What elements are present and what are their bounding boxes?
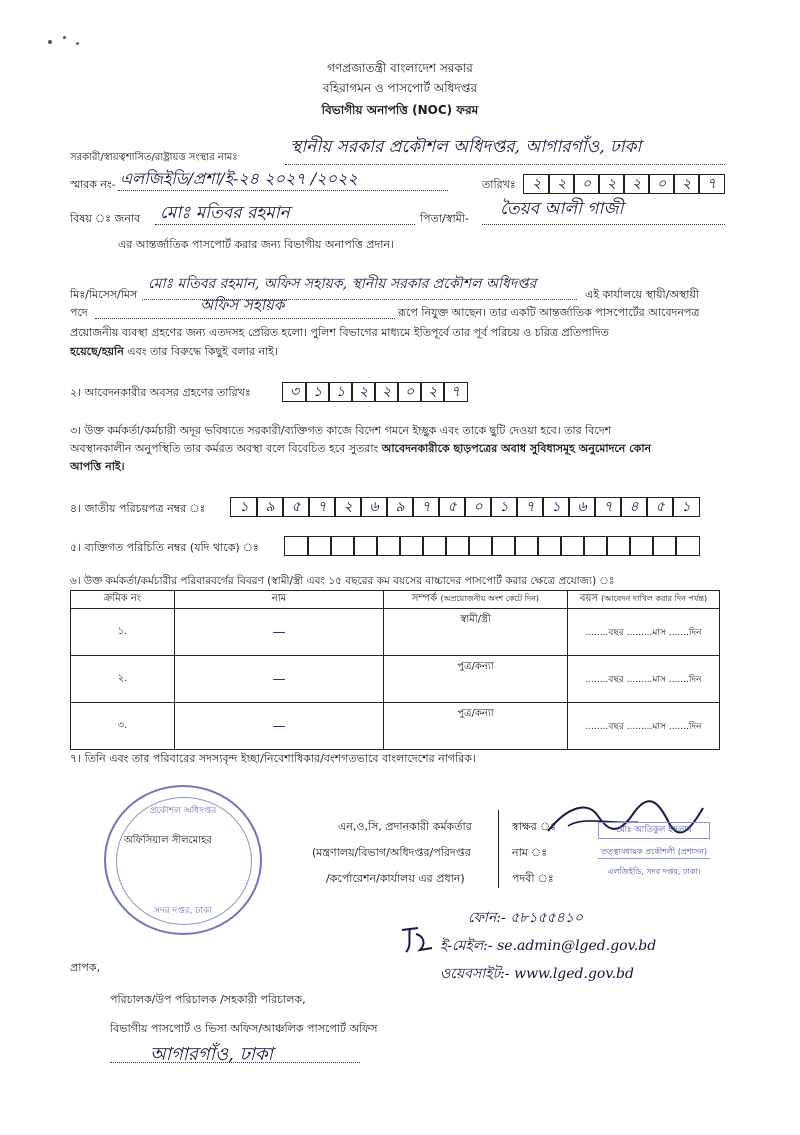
digit-box: ১ bbox=[328, 382, 353, 402]
para1-value: মোঃ মতিবর রহমান, অফিস সহায়ক, স্থানীয় সরকার প্রকৌশল অধিদপ্তর bbox=[148, 276, 537, 292]
table-row bbox=[71, 609, 720, 656]
seal-ring-top: প্রকৌশল অধিদপ্তর bbox=[149, 806, 217, 816]
digit-box bbox=[652, 536, 677, 556]
digit-box: ২ bbox=[548, 174, 575, 194]
digit-box bbox=[468, 536, 493, 556]
row-name: — bbox=[175, 703, 384, 750]
row-serial: ২. bbox=[71, 656, 175, 703]
digit-box: ১ bbox=[230, 497, 258, 517]
digit-box bbox=[353, 536, 378, 556]
subject-purpose: এর আন্তর্জাতিক পাসপোর্ট করার জন্য বিভাগীয় অনাপত্তি প্রদান। bbox=[118, 238, 394, 251]
digit-box: ২ bbox=[623, 174, 650, 194]
digit-box bbox=[330, 536, 355, 556]
row-serial: ৩. bbox=[71, 703, 175, 750]
subject-label: বিষয় ঃ জনাব bbox=[70, 212, 141, 225]
para1-post-value: অফিস সহায়ক bbox=[200, 296, 285, 314]
recipient-line-1: পরিচালক/উপ পরিচালক /সহকারী পরিচালক, bbox=[110, 993, 306, 1006]
item2-label: ২। আবেদনকারীর অবসর গ্রহণের তারিখঃ bbox=[70, 386, 251, 399]
row-name: — bbox=[175, 609, 384, 656]
signature-divider bbox=[498, 810, 499, 888]
para1-tail: এই কার্যালয়ে স্থায়ী/অস্থায়ী bbox=[585, 288, 700, 301]
digit-box bbox=[422, 536, 447, 556]
digit-box: ০ bbox=[648, 174, 675, 194]
scan-speck bbox=[76, 42, 79, 45]
header-line-1: গণপ্রজাতন্ত্রী বাংলাদেশ সরকার bbox=[327, 61, 473, 75]
scan-speck bbox=[63, 36, 66, 39]
item3-line2-bold: আবেদনকারীকে ছাড়পত্রের অবাধ সুবিধাসমূহ অনুমোদনে কোন bbox=[381, 442, 652, 455]
item2-date-boxes bbox=[282, 382, 466, 402]
col-name: নাম bbox=[175, 591, 384, 609]
stamp-designation: তত্ত্বাবধায়ক প্রকৌশলী (প্রশাসন) bbox=[598, 845, 710, 859]
digit-box: ৭ bbox=[594, 497, 622, 517]
seal-ring-bottom: সদর দপ্তর, ঢাকা bbox=[154, 906, 212, 916]
digit-box: ১ bbox=[305, 382, 330, 402]
header-line-2: বহিরাগমন ও পাসপোর্ট অধিদপ্তর bbox=[322, 81, 478, 95]
digit-box: ৫ bbox=[282, 497, 310, 517]
digit-box bbox=[560, 536, 585, 556]
scan-speck bbox=[48, 40, 52, 44]
item3-line2 bbox=[70, 442, 651, 455]
sign-label: স্বাক্ষর ঃ bbox=[512, 820, 557, 833]
authority-line-2: (মন্ত্রণালয়/বিভাগ/অধিদপ্তর/পরিদপ্তর bbox=[312, 846, 471, 859]
digit-box: ৩ bbox=[282, 382, 307, 402]
contact-email: ই-মেইল:- se.admin@lged.gov.bd bbox=[440, 938, 657, 954]
digit-box bbox=[629, 536, 654, 556]
row-age: ........বছর .........মাস .......দিন bbox=[568, 703, 720, 750]
digit-box: ৭ bbox=[308, 497, 336, 517]
item3-line2-normal: অবস্থানকালীন অনুপস্থিতি তার কর্মরত অবস্থা বলে বিবেচিত হবে সুতরাং bbox=[70, 442, 382, 455]
digit-box: ২ bbox=[351, 382, 376, 402]
digit-box: ৬ bbox=[360, 497, 388, 517]
digit-box: ৯ bbox=[386, 497, 414, 517]
digit-box: ২ bbox=[673, 174, 700, 194]
digit-box bbox=[307, 536, 332, 556]
para1-line4-rest: এবং তার বিরুদ্ধে কিছুই বলার নাই। bbox=[123, 345, 278, 358]
item4-label: ৪। জাতীয় পরিচয়পত্র নম্বর ঃ bbox=[70, 502, 206, 515]
digit-box: ২ bbox=[420, 382, 445, 402]
digit-box bbox=[583, 536, 608, 556]
col-serial: ক্রমিক নং bbox=[71, 591, 175, 609]
pin-boxes bbox=[284, 536, 698, 556]
designation-label: পদবী ঃ bbox=[512, 872, 554, 885]
table-row bbox=[71, 703, 720, 750]
para1-line4 bbox=[70, 345, 278, 358]
authority-line-1: এন,ও,সি, প্রদানকারী কর্মকর্তার bbox=[338, 820, 472, 833]
digit-box: ১ bbox=[542, 497, 570, 517]
item7-label: ৭। তিনি এবং তার পরিবারের সদস্যবৃন্দ ইচ্ছা/নিবেশাধিকার/বংশগতভাবে বাংলাদেশের নাগরিক। bbox=[70, 752, 476, 765]
stamp-name: মোঃ আতিকুল ইসলাম bbox=[598, 822, 710, 839]
digit-box: ০ bbox=[464, 497, 492, 517]
digit-box bbox=[491, 536, 516, 556]
father-value: তৈয়ব আলী গাজী bbox=[500, 199, 624, 219]
digit-box: ৫ bbox=[646, 497, 674, 517]
subject-name: মোঃ মতিবর রহমান bbox=[160, 203, 290, 223]
digit-box: ৭ bbox=[516, 497, 544, 517]
recipient-label: প্রাপক, bbox=[70, 961, 101, 974]
digit-box bbox=[399, 536, 424, 556]
para1-line3: প্রয়োজনীয় ব্যবস্থা গ্রহণের জন্য এতদসহ প্রেরিত হলো। পুলিশ বিভাগের মাধ্যমে ইতিপূর্বে তার পূর্ব পরিচয় ও চরিত্র প্রতিপাদিত bbox=[70, 326, 609, 339]
digit-box: ২ bbox=[334, 497, 362, 517]
memo-date-label: তারিখঃ bbox=[482, 178, 516, 191]
memo-label: স্মারক নং- bbox=[70, 178, 116, 191]
digit-box bbox=[537, 536, 562, 556]
row-serial: ১. bbox=[71, 609, 175, 656]
row-age: ........বছর .........মাস .......দিন bbox=[568, 609, 720, 656]
official-seal bbox=[104, 785, 262, 935]
officer-stamp bbox=[598, 822, 710, 878]
table-row bbox=[71, 656, 720, 703]
digit-box: ৬ bbox=[568, 497, 596, 517]
digit-box bbox=[514, 536, 539, 556]
recipient-line-2: বিভাগীয় পাসপোর্ট ও ভিসা অফিস/আঞ্চলিক পাসপোর্ট অফিস bbox=[110, 1022, 378, 1035]
contact-phone: ফোন:- ৫৮১৫৫৪১০ bbox=[468, 910, 583, 926]
name-label: নাম ঃ bbox=[512, 846, 548, 859]
digit-box: ৫ bbox=[438, 497, 466, 517]
recipient-handwritten: আগারগাঁও, ঢাকা bbox=[150, 1044, 273, 1065]
stamp-office: এলজিইডি, সদর দপ্তর, ঢাকা। bbox=[607, 867, 701, 876]
org-value: স্থানীয় সরকার প্রকৌশল অধিদপ্তর, আগারগাঁও, ঢাকা bbox=[290, 137, 642, 157]
item3-line3: আপত্তি নাই। bbox=[70, 460, 125, 473]
para1-post-label: পদে bbox=[70, 306, 88, 319]
digit-box: ১ bbox=[672, 497, 700, 517]
digit-box: ৭ bbox=[443, 382, 468, 402]
row-relation: স্বামী/স্ত্রী bbox=[384, 609, 568, 656]
contact-website: ওয়েবসাইট:- www.lged.gov.bd bbox=[440, 966, 634, 982]
row-relation: পুত্র/কন্যা bbox=[384, 703, 568, 750]
digit-box bbox=[284, 536, 309, 556]
para1-line4-bold: হয়েছে/হয়নি bbox=[70, 345, 124, 358]
memo-date-boxes bbox=[523, 174, 723, 194]
header-line-3: বিভাগীয় অনাপত্তি (NOC) ফরম bbox=[321, 103, 479, 117]
father-label: পিতা/স্বামী- bbox=[420, 212, 469, 225]
digit-box: ২ bbox=[598, 174, 625, 194]
family-table bbox=[70, 590, 720, 750]
digit-box: ০ bbox=[573, 174, 600, 194]
father-dotline bbox=[482, 224, 725, 225]
col-age: বয়স (আবেদন দাখিল করার দিন পর্যন্ত) bbox=[568, 591, 720, 609]
para1-prefix: মিঃ/মিসেস/মিস bbox=[70, 288, 138, 301]
org-label: সরকারী/স্বায়ত্বশাসিত/রাষ্ট্রায়ত্ত সংস্থার নামঃ bbox=[70, 152, 238, 163]
seal-label: অফিসিয়াল সীলমোহর bbox=[124, 835, 212, 846]
org-dotline bbox=[285, 164, 725, 165]
nid-boxes bbox=[230, 497, 698, 517]
row-name: — bbox=[175, 656, 384, 703]
item3-line1: ৩। উক্ত কর্মকর্তা/কর্মচারী অদূর ভবিষ্যতে সরকারী/ব্যক্তিগত কাজে বিদেশ গমনে ইচ্ছুক এবং তাকে ছুটি দেওয়া হবে। তার বিদেশ bbox=[70, 424, 612, 437]
authority-line-3: /কর্পোরেশন/কার্যালয় এর প্রধান) bbox=[326, 872, 465, 885]
item5-label: ৫। ব্যক্তিগত পরিচিতি নম্বর (যদি থাকে) ঃ bbox=[70, 541, 259, 554]
digit-box: ১ bbox=[490, 497, 518, 517]
digit-box: ৭ bbox=[412, 497, 440, 517]
initials-mark bbox=[398, 922, 438, 956]
digit-box bbox=[445, 536, 470, 556]
col-relation: সম্পর্ক (অপ্রয়োজনীয় অংশ কেটে দিন) bbox=[384, 591, 568, 609]
digit-box: ২ bbox=[523, 174, 550, 194]
digit-box: ৯ bbox=[256, 497, 284, 517]
digit-box: ৪ bbox=[620, 497, 648, 517]
para1-line2-tail: রূপে নিযুক্ত আছেন। তার একটি আন্তর্জাতিক পাসপোর্টের আবেদনপত্র bbox=[398, 306, 700, 319]
table-header-row bbox=[71, 591, 720, 609]
memo-value: এলজিইডি/প্রশা/ই-২৪ ২০২৭ /২০২২ bbox=[120, 169, 358, 188]
row-relation: পুত্র/কন্যা bbox=[384, 656, 568, 703]
item6-label: ৬। উক্ত কর্মকর্তা/কর্মচারীর পরিবারবর্গের বিবরণ (স্বামী/স্ত্রী এবং ১৫ বছরের কম বয়সের বাচ্চাদের পাসপোর্ট করার ক্ষেত্রে প্রযোজ্য) ঃ bbox=[70, 575, 615, 587]
digit-box bbox=[606, 536, 631, 556]
digit-box: ০ bbox=[397, 382, 422, 402]
digit-box bbox=[376, 536, 401, 556]
digit-box: ৭ bbox=[698, 174, 725, 194]
row-age: ........বছর .........মাস .......দিন bbox=[568, 656, 720, 703]
digit-box bbox=[675, 536, 700, 556]
digit-box: ২ bbox=[374, 382, 399, 402]
